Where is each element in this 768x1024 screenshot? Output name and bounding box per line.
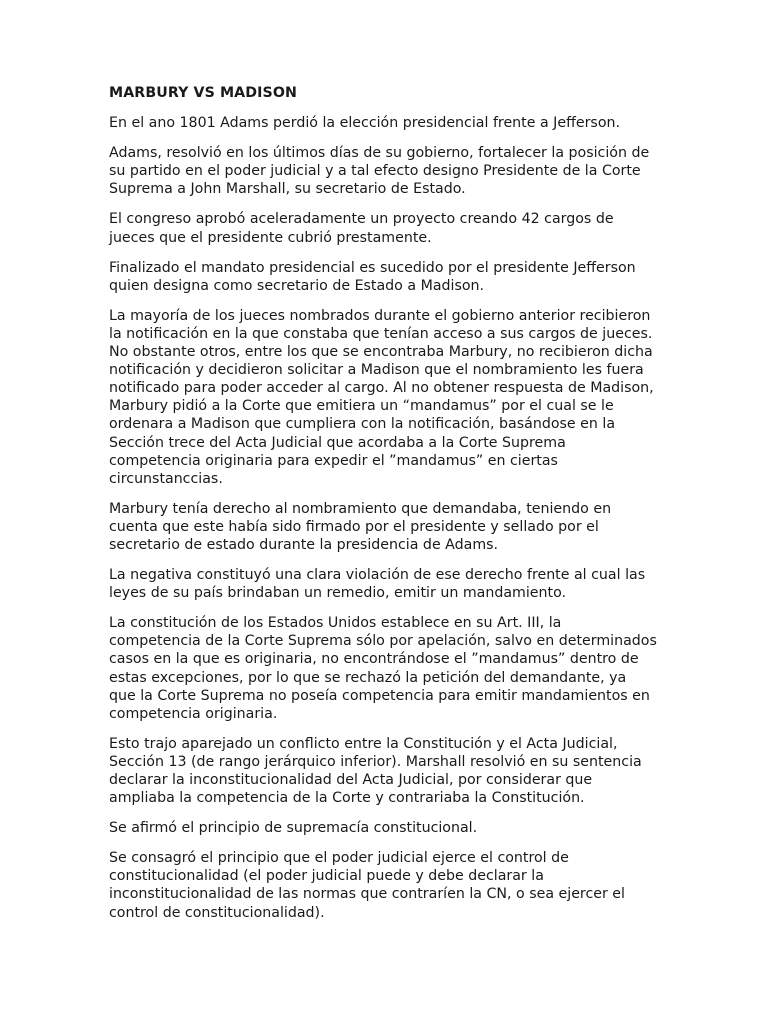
paragraph <box>109 566 669 602</box>
text-line: No obstante otros, entre los que se encontraba Marbury, no recibieron dicha <box>109 344 653 361</box>
text-line: la notificación en la que constaba que tenían acceso a sus cargos de jueces. <box>109 325 653 342</box>
text-line: competencia originaria para expedir el ”mandamus” en ciertas <box>109 452 558 469</box>
text-line: La mayoría de los jueces nombrados durante el gobierno anterior recibieron <box>109 307 651 324</box>
text-line: circunstanccias. <box>109 470 223 487</box>
text-line: Adams, resolvió en los últimos días de su gobierno, fortalecer la posición de <box>109 145 650 162</box>
text-line: El congreso aprobó aceleradamente un proyecto creando 42 cargos de <box>109 211 614 228</box>
text-line: Se consagró el principio que el poder judicial ejerce el control de <box>109 850 569 867</box>
paragraph <box>109 849 669 921</box>
text-line: control de constitucionalidad). <box>109 904 325 921</box>
text-line: notificación y decidieron solicitar a Madison que el nombramiento les fuera <box>109 362 644 379</box>
text-line: La negativa constituyó una clara violación de ese derecho frente al cual las <box>109 567 646 584</box>
text-line: cuenta que este había sido firmado por el presidente y sellado por el <box>109 518 599 535</box>
text-line: constitucionalidad (el poder judicial puede y debe declarar la <box>109 868 544 885</box>
text-line: Finalizado el mandato presidencial es sucedido por el presidente Jefferson <box>109 259 636 276</box>
text-line: competencia de la Corte Suprema sólo por apelación, salvo en determinados <box>109 633 657 650</box>
paragraph <box>109 259 669 295</box>
text-line: inconstitucionalidad de las normas que contraríen la CN, o sea ejercer el <box>109 886 625 903</box>
text-line: Sección trece del Acta Judicial que acordaba a la Corte Suprema <box>109 434 566 451</box>
document-page <box>109 84 669 934</box>
text-line: Marbury pidió a la Corte que emitiera un “mandamus” por el cual se le <box>109 398 614 415</box>
document-title: MARBURY VS MADISON <box>109 85 297 101</box>
paragraph <box>109 210 669 246</box>
text-line: leyes de su país brindaban un remedio, emitir un mandamiento. <box>109 585 567 602</box>
text-line: Se afirmó el principio de supremacía constitucional. <box>109 820 478 837</box>
text-line: Esto trajo aparejado un conflicto entre la Constitución y el Acta Judicial, <box>109 735 618 752</box>
document-body <box>109 114 669 922</box>
text-line: ordenara a Madison que cumpliera con la notificación, basándose en la <box>109 416 616 433</box>
text-line: su partido en el poder judicial y a tal efecto designo Presidente de la Corte <box>109 163 641 180</box>
text-line: quien designa como secretario de Estado a Madison. <box>109 277 485 294</box>
paragraph <box>109 307 669 488</box>
text-line: declarar la inconstitucionalidad del Acta Judicial, por considerar que <box>109 772 593 788</box>
paragraph <box>109 735 669 807</box>
text-line: Sección 13 (de rango jerárquico inferior). Marshall resolvió en su sentencia <box>109 753 642 770</box>
paragraph <box>109 114 669 132</box>
paragraph <box>109 614 669 723</box>
paragraph <box>109 819 669 837</box>
text-line: La constitución de los Estados Unidos establece en su Art. III, la <box>109 615 562 632</box>
text-line: casos en la que es originaria, no encontrándose el ”mandamus” dentro de <box>109 651 639 668</box>
paragraph <box>109 500 669 554</box>
text-line: competencia originaria. <box>109 705 278 722</box>
text-line: que la Corte Suprema no poseía competencia para emitir mandamientos en <box>109 687 650 704</box>
text-line: En el ano 1801 Adams perdió la elección presidencial frente a Jefferson. <box>109 115 621 132</box>
paragraph <box>109 144 669 198</box>
text-line: notificado para poder acceder al cargo. Al no obtener respuesta de Madison, <box>109 380 654 397</box>
text-line: secretario de estado durante la presidencia de Adams. <box>109 536 499 553</box>
text-line: jueces que el presidente cubrió prestamente. <box>109 229 432 246</box>
text-line: Marbury tenía derecho al nombramiento que demandaba, teniendo en <box>109 500 612 517</box>
text-line: Suprema a John Marshall, su secretario de Estado. <box>109 181 466 198</box>
text-line: ampliaba la competencia de la Corte y contrariaba la Constitución. <box>109 790 585 807</box>
text-line: estas excepciones, por lo que se rechazó la petición del demandante, ya <box>109 669 627 686</box>
